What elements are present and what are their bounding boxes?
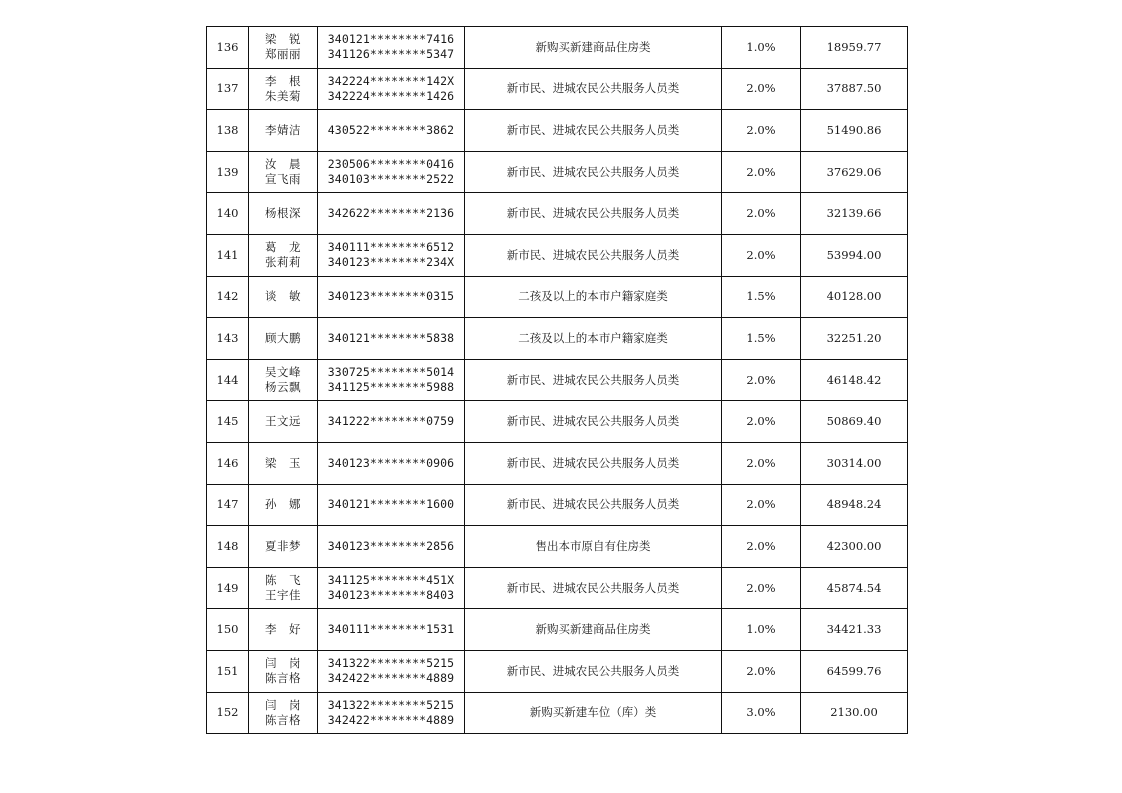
id-number: 340123********8403 xyxy=(327,588,455,603)
subsidy-amount: 48948.24 xyxy=(826,497,882,512)
table-row xyxy=(207,110,908,152)
subsidy-amount: 42300.00 xyxy=(826,538,882,553)
subsidy-type: 新市民、进城农民公共服务人员类 xyxy=(506,580,680,595)
row-name-cell xyxy=(249,110,318,152)
row-amount-cell xyxy=(801,401,908,443)
id-number: 342622********2136 xyxy=(327,206,455,221)
row-id-cell xyxy=(318,110,465,152)
row-seq-cell xyxy=(207,110,249,152)
row-name-cell xyxy=(249,401,318,443)
subsidy-amount: 34421.33 xyxy=(826,622,882,637)
subsidy-type: 新市民、进城农民公共服务人员类 xyxy=(506,122,680,137)
row-rate-cell xyxy=(722,567,801,609)
row-type-cell xyxy=(465,692,722,734)
id-number: 341322********5215 xyxy=(327,697,455,712)
id-number: 341125********451X xyxy=(327,573,455,588)
subsidy-rate: 2.0% xyxy=(746,497,776,512)
row-type-cell xyxy=(465,193,722,235)
row-seq-cell xyxy=(207,276,249,318)
row-amount-cell xyxy=(801,318,908,360)
subsidy-rate: 2.0% xyxy=(746,122,776,137)
subsidy-type: 新购买新建车位（库）类 xyxy=(529,705,657,720)
row-seq-cell xyxy=(207,650,249,692)
subsidy-rate: 3.0% xyxy=(746,705,776,720)
subsidy-rate: 1.5% xyxy=(746,330,776,345)
table-row xyxy=(207,193,908,235)
subsidy-rate: 1.0% xyxy=(746,622,776,637)
subsidy-amount: 40128.00 xyxy=(826,289,882,304)
row-seq-cell xyxy=(207,401,249,443)
id-number: 340123********0315 xyxy=(327,289,455,304)
row-name-cell xyxy=(249,692,318,734)
row-seq: 143 xyxy=(216,330,239,345)
row-name-cell xyxy=(249,609,318,651)
table-row xyxy=(207,692,908,734)
row-rate-cell xyxy=(722,151,801,193)
row-amount-cell xyxy=(801,567,908,609)
id-number: 340121********1600 xyxy=(327,497,455,512)
row-amount-cell xyxy=(801,193,908,235)
row-id-cell xyxy=(318,193,465,235)
subsidy-roster-table xyxy=(206,26,908,734)
row-seq: 149 xyxy=(216,580,239,595)
row-rate-cell xyxy=(722,650,801,692)
id-number: 430522********3862 xyxy=(327,122,455,137)
id-number: 230506********0416 xyxy=(327,157,455,172)
row-id-cell xyxy=(318,484,465,526)
subsidy-type: 二孩及以上的本市户籍家庭类 xyxy=(518,330,668,345)
table-row xyxy=(207,68,908,110)
row-seq-cell xyxy=(207,234,249,276)
row-name-cell xyxy=(249,526,318,568)
row-rate-cell xyxy=(722,442,801,484)
subsidy-rate: 2.0% xyxy=(746,538,776,553)
row-id-cell xyxy=(318,567,465,609)
subsidy-rate: 2.0% xyxy=(746,663,776,678)
row-seq: 141 xyxy=(216,247,239,262)
row-type-cell xyxy=(465,110,722,152)
subsidy-amount: 37887.50 xyxy=(826,81,882,96)
table-row xyxy=(207,401,908,443)
row-amount-cell xyxy=(801,27,908,69)
row-seq-cell xyxy=(207,692,249,734)
id-number: 342422********4889 xyxy=(327,671,455,686)
id-number: 341222********0759 xyxy=(327,414,455,429)
id-number: 342224********1426 xyxy=(327,88,455,103)
row-id-cell xyxy=(318,692,465,734)
row-type-cell xyxy=(465,151,722,193)
row-seq: 148 xyxy=(216,538,239,553)
applicant-name: 李 好 xyxy=(265,622,301,637)
row-id-cell xyxy=(318,276,465,318)
subsidy-rate: 2.0% xyxy=(746,81,776,96)
row-seq-cell xyxy=(207,68,249,110)
row-seq-cell xyxy=(207,567,249,609)
row-seq: 136 xyxy=(216,39,239,54)
row-seq: 147 xyxy=(216,497,239,512)
subsidy-amount: 2130.00 xyxy=(830,705,878,720)
subsidy-type: 新市民、进城农民公共服务人员类 xyxy=(506,247,680,262)
row-seq-cell xyxy=(207,484,249,526)
row-seq: 144 xyxy=(216,372,239,387)
applicant-name: 王宇佳 xyxy=(265,588,301,603)
applicant-name: 宣飞雨 xyxy=(265,172,301,187)
applicant-name: 闫 岗 xyxy=(265,656,301,671)
row-amount-cell xyxy=(801,650,908,692)
applicant-name: 杨云飘 xyxy=(265,380,301,395)
row-seq: 151 xyxy=(216,663,239,678)
row-rate-cell xyxy=(722,193,801,235)
table-row xyxy=(207,27,908,69)
row-type-cell xyxy=(465,484,722,526)
row-seq-cell xyxy=(207,27,249,69)
row-id-cell xyxy=(318,609,465,651)
applicant-name: 王文远 xyxy=(265,414,301,429)
subsidy-type: 二孩及以上的本市户籍家庭类 xyxy=(518,289,668,304)
row-seq: 152 xyxy=(216,705,239,720)
applicant-name: 闫 岗 xyxy=(265,697,301,712)
subsidy-type: 新市民、进城农民公共服务人员类 xyxy=(506,81,680,96)
row-type-cell xyxy=(465,359,722,401)
subsidy-amount: 32139.66 xyxy=(826,206,882,221)
id-number: 340123********234X xyxy=(327,255,455,270)
applicant-name: 顾大鹏 xyxy=(265,330,301,345)
applicant-name: 杨根深 xyxy=(265,206,301,221)
row-rate-cell xyxy=(722,234,801,276)
id-number: 340121********5838 xyxy=(327,330,455,345)
row-type-cell xyxy=(465,567,722,609)
subsidy-type: 新购买新建商品住房类 xyxy=(535,39,651,54)
table-row xyxy=(207,484,908,526)
applicant-name: 朱美菊 xyxy=(265,88,301,103)
row-rate-cell xyxy=(722,27,801,69)
id-number: 340123********0906 xyxy=(327,455,455,470)
row-name-cell xyxy=(249,234,318,276)
row-seq: 142 xyxy=(216,289,239,304)
row-amount-cell xyxy=(801,110,908,152)
row-name-cell xyxy=(249,318,318,360)
row-amount-cell xyxy=(801,692,908,734)
subsidy-rate: 2.0% xyxy=(746,580,776,595)
subsidy-amount: 37629.06 xyxy=(826,164,882,179)
table-row xyxy=(207,442,908,484)
row-rate-cell xyxy=(722,526,801,568)
row-id-cell xyxy=(318,318,465,360)
row-seq: 145 xyxy=(216,414,239,429)
row-amount-cell xyxy=(801,68,908,110)
row-seq-cell xyxy=(207,318,249,360)
subsidy-type: 新市民、进城农民公共服务人员类 xyxy=(506,414,680,429)
id-number: 340103********2522 xyxy=(327,172,455,187)
row-amount-cell xyxy=(801,609,908,651)
subsidy-rate: 1.5% xyxy=(746,289,776,304)
id-number: 341322********5215 xyxy=(327,656,455,671)
subsidy-rate: 2.0% xyxy=(746,247,776,262)
row-amount-cell xyxy=(801,484,908,526)
id-number: 340121********7416 xyxy=(327,32,455,47)
table-row xyxy=(207,234,908,276)
row-type-cell xyxy=(465,442,722,484)
subsidy-type: 新市民、进城农民公共服务人员类 xyxy=(506,497,680,512)
id-number: 340123********2856 xyxy=(327,538,455,553)
subsidy-amount: 53994.00 xyxy=(826,247,882,262)
applicant-name: 郑丽丽 xyxy=(265,47,301,62)
subsidy-rate: 2.0% xyxy=(746,455,776,470)
applicant-name: 张莉莉 xyxy=(265,255,301,270)
id-number: 341126********5347 xyxy=(327,47,455,62)
row-type-cell xyxy=(465,401,722,443)
row-seq: 139 xyxy=(216,164,239,179)
row-name-cell xyxy=(249,276,318,318)
applicant-name: 汝 晨 xyxy=(265,157,301,172)
subsidy-amount: 64599.76 xyxy=(826,663,882,678)
row-id-cell xyxy=(318,526,465,568)
row-seq: 150 xyxy=(216,622,239,637)
row-amount-cell xyxy=(801,359,908,401)
row-type-cell xyxy=(465,68,722,110)
row-name-cell xyxy=(249,442,318,484)
row-amount-cell xyxy=(801,442,908,484)
row-id-cell xyxy=(318,27,465,69)
table-row xyxy=(207,609,908,651)
row-type-cell xyxy=(465,234,722,276)
subsidy-rate: 2.0% xyxy=(746,372,776,387)
row-id-cell xyxy=(318,151,465,193)
row-name-cell xyxy=(249,359,318,401)
row-seq: 138 xyxy=(216,122,239,137)
row-rate-cell xyxy=(722,110,801,152)
applicant-name: 谈 敏 xyxy=(265,289,301,304)
row-seq: 140 xyxy=(216,206,239,221)
row-seq-cell xyxy=(207,151,249,193)
row-id-cell xyxy=(318,68,465,110)
subsidy-type: 新市民、进城农民公共服务人员类 xyxy=(506,164,680,179)
subsidy-type: 售出本市原自有住房类 xyxy=(535,538,651,553)
applicant-name: 夏非梦 xyxy=(265,538,301,553)
table-row xyxy=(207,151,908,193)
applicant-name: 李婧洁 xyxy=(265,122,301,137)
subsidy-amount: 50869.40 xyxy=(826,414,882,429)
subsidy-amount: 46148.42 xyxy=(826,372,882,387)
subsidy-amount: 18959.77 xyxy=(826,39,882,54)
subsidy-rate: 2.0% xyxy=(746,164,776,179)
row-name-cell xyxy=(249,193,318,235)
row-seq: 137 xyxy=(216,81,239,96)
row-amount-cell xyxy=(801,151,908,193)
applicant-name: 陈言格 xyxy=(265,671,301,686)
row-type-cell xyxy=(465,609,722,651)
applicant-name: 陈 飞 xyxy=(265,573,301,588)
row-rate-cell xyxy=(722,401,801,443)
table-row xyxy=(207,526,908,568)
id-number: 340111********1531 xyxy=(327,622,455,637)
applicant-name: 葛 龙 xyxy=(265,240,301,255)
row-rate-cell xyxy=(722,318,801,360)
row-id-cell xyxy=(318,234,465,276)
subsidy-rate: 2.0% xyxy=(746,206,776,221)
row-amount-cell xyxy=(801,276,908,318)
row-seq-cell xyxy=(207,442,249,484)
row-type-cell xyxy=(465,318,722,360)
row-seq-cell xyxy=(207,193,249,235)
row-id-cell xyxy=(318,650,465,692)
row-seq: 146 xyxy=(216,455,239,470)
row-name-cell xyxy=(249,151,318,193)
row-rate-cell xyxy=(722,609,801,651)
row-id-cell xyxy=(318,401,465,443)
subsidy-rate: 2.0% xyxy=(746,414,776,429)
subsidy-amount: 32251.20 xyxy=(826,330,882,345)
row-type-cell xyxy=(465,526,722,568)
applicant-name: 李 根 xyxy=(265,73,301,88)
row-id-cell xyxy=(318,359,465,401)
id-number: 330725********5014 xyxy=(327,365,455,380)
row-name-cell xyxy=(249,68,318,110)
subsidy-type: 新市民、进城农民公共服务人员类 xyxy=(506,206,680,221)
applicant-name: 梁 玉 xyxy=(265,455,301,470)
applicant-name: 陈言格 xyxy=(265,712,301,727)
row-type-cell xyxy=(465,276,722,318)
row-rate-cell xyxy=(722,359,801,401)
table-row xyxy=(207,276,908,318)
subsidy-rate: 1.0% xyxy=(746,39,776,54)
id-number: 341125********5988 xyxy=(327,380,455,395)
row-rate-cell xyxy=(722,484,801,526)
row-rate-cell xyxy=(722,68,801,110)
row-rate-cell xyxy=(722,276,801,318)
subsidy-amount: 45874.54 xyxy=(826,580,882,595)
row-seq-cell xyxy=(207,526,249,568)
id-number: 340111********6512 xyxy=(327,240,455,255)
roster-body xyxy=(207,27,908,734)
table-row xyxy=(207,567,908,609)
row-amount-cell xyxy=(801,234,908,276)
subsidy-amount: 51490.86 xyxy=(826,122,882,137)
subsidy-type: 新市民、进城农民公共服务人员类 xyxy=(506,663,680,678)
table-row xyxy=(207,359,908,401)
id-number: 342422********4889 xyxy=(327,712,455,727)
row-name-cell xyxy=(249,567,318,609)
row-seq-cell xyxy=(207,359,249,401)
applicant-name: 梁 锐 xyxy=(265,32,301,47)
applicant-name: 吴文峰 xyxy=(265,365,301,380)
subsidy-amount: 30314.00 xyxy=(826,455,882,470)
row-amount-cell xyxy=(801,526,908,568)
applicant-name: 孙 娜 xyxy=(265,497,301,512)
row-type-cell xyxy=(465,650,722,692)
row-name-cell xyxy=(249,27,318,69)
row-rate-cell xyxy=(722,692,801,734)
row-name-cell xyxy=(249,484,318,526)
subsidy-type: 新市民、进城农民公共服务人员类 xyxy=(506,372,680,387)
row-type-cell xyxy=(465,27,722,69)
row-seq-cell xyxy=(207,609,249,651)
subsidy-type: 新市民、进城农民公共服务人员类 xyxy=(506,455,680,470)
row-name-cell xyxy=(249,650,318,692)
table-row xyxy=(207,650,908,692)
table-row xyxy=(207,318,908,360)
row-id-cell xyxy=(318,442,465,484)
id-number: 342224********142X xyxy=(327,73,455,88)
subsidy-type: 新购买新建商品住房类 xyxy=(535,622,651,637)
